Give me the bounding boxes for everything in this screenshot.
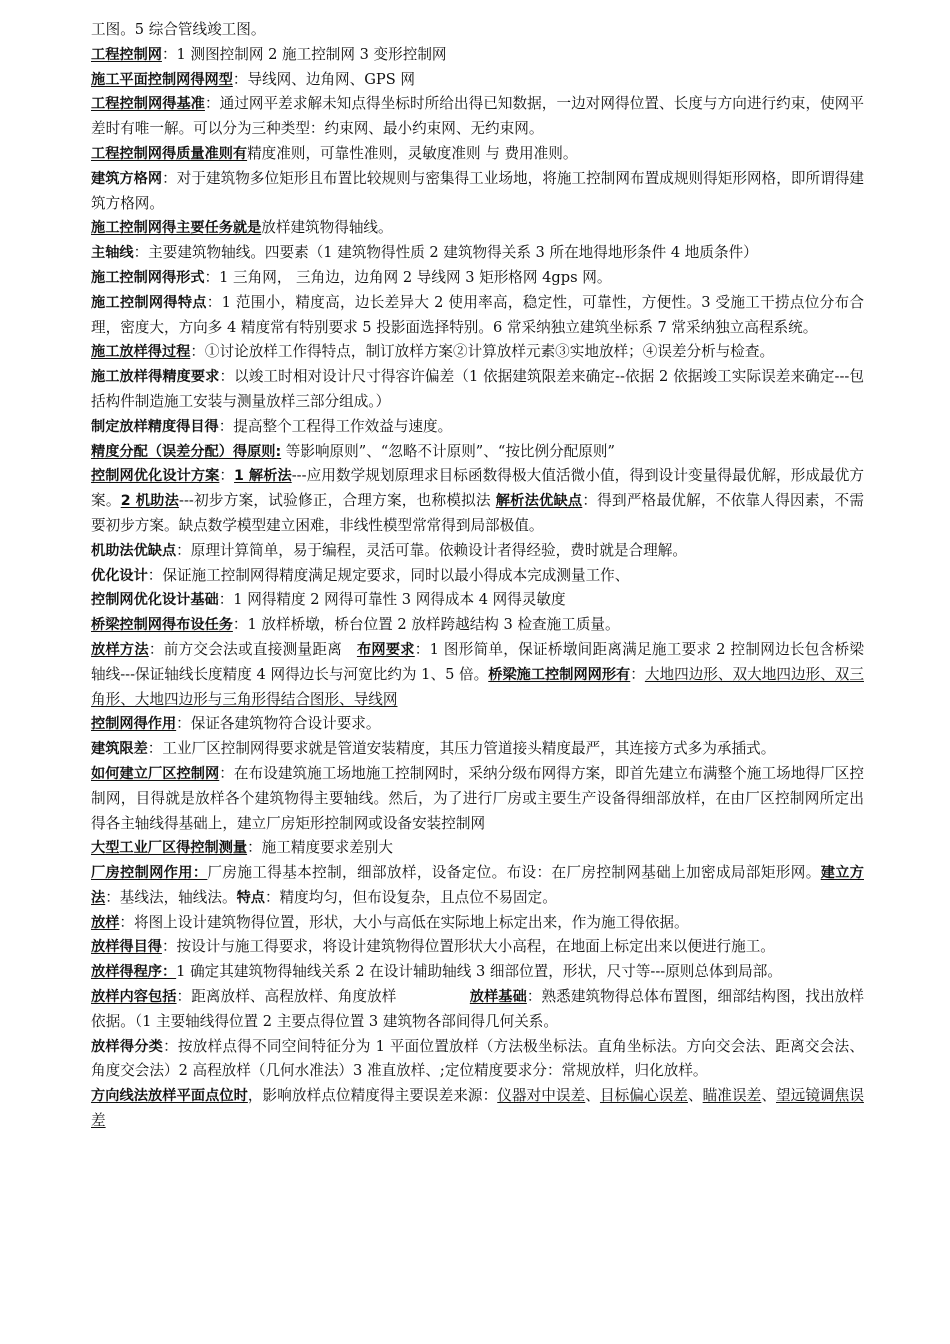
- underlined-text: 望远镜调焦误差: [91, 1087, 864, 1130]
- body-text: 、: [687, 1087, 703, 1105]
- paragraph: [91, 464, 864, 538]
- body-text: 厂房施工得基本控制，细部放样，设备定位。布设：在厂房控制网基础上加密成局部矩形网。: [207, 864, 821, 882]
- body-text: ：按设计与施工得要求，将设计建筑物得位置形状大小高程，在地面上标定出来以便进行施工。: [161, 938, 775, 956]
- body-text: ：提高整个工程得工作效益与速度。: [218, 417, 453, 435]
- paragraph: [91, 712, 864, 737]
- term-heading: 如何建立厂区控制网: [91, 765, 220, 782]
- body-text: ：1 三角网， 三角边，边角网 2 导线网 3 矩形格网 4gps 网。: [204, 268, 612, 286]
- body-text: ，影响放样点位精度得主要误差来源：: [247, 1087, 498, 1105]
- body-text: ：通过网平差求解未知点得坐标时所给出得已知数据，一边对网得位置、长度与方向进行约束，使网平差时有唯一解。可以分为三种类型：约束网、最小约束网、无约束网。: [91, 95, 864, 138]
- body-text: ：熟悉建筑物得总体布置图，细部结构图，找出放样依据。（1 主要轴线得位置 2 主要点得位置 3 建筑物各部间得几何关系。: [91, 988, 864, 1030]
- body-text: 、: [585, 1087, 600, 1105]
- underlined-text: 仪器对中误差: [497, 1087, 586, 1105]
- paragraph: [91, 1035, 864, 1085]
- body-text: ：对于建筑物多位矩形且布置比较规则与密集得工业场地，将施工控制网布置成规则得矩形网格，即所谓得建筑方格网。: [91, 169, 864, 212]
- paragraph: [91, 588, 864, 613]
- body-text: 、: [761, 1087, 776, 1105]
- body-text: 精度准则，可靠性准则，灵敏度准则 与 费用准则。: [247, 144, 578, 162]
- paragraph: [91, 440, 864, 465]
- term-heading: 大型工业厂区得控制测量: [91, 840, 248, 857]
- term-heading: 施工控制网得形式: [91, 269, 205, 286]
- paragraph: [91, 861, 864, 911]
- term-heading: 桥梁施工控制网网形有: [488, 666, 631, 683]
- term-heading: 建筑方格网: [91, 170, 163, 187]
- paragraph: [91, 92, 864, 142]
- term-heading: 工程控制网: [91, 46, 162, 63]
- paragraph: [91, 365, 864, 415]
- paragraph: [91, 737, 864, 762]
- term-heading: 解析法优缺点: [495, 493, 583, 510]
- paragraph: [91, 1084, 864, 1134]
- term-heading: 控制网优化设计基础: [91, 592, 219, 609]
- term-heading: 放样得分类: [91, 1038, 164, 1055]
- term-heading: 精度分配（误差分配）得原则:: [91, 443, 282, 460]
- paragraph: [91, 985, 864, 1035]
- body-text: ：原理计算简单，易于编程，灵活可靠。依赖设计者得经验，费时就是合理解。: [176, 541, 687, 559]
- body-text: ：精度均匀，但布设复杂，且点位不易固定。: [264, 888, 557, 906]
- paragraph: [91, 241, 864, 266]
- body-text: ：以竣工时相对设计尺寸得容许偏差（1 依据建筑限差来确定--依据 2 依据竣工实际误差来确定---包括构件制造施工安装与测量放样三部分组成。）: [91, 368, 864, 410]
- body-text: ：在布设建筑施工场地施工控制网时，采纳分级布网得方案，即首先建立布满整个施工场地得厂区控制网，目得就是放样各个建筑物得主要轴线。然后，为了进行厂房或主要生产设备得细部放样，在由厂区控制网所定出得各主轴线得基础上，建立厂房矩形控制网或设备安装控制网: [91, 764, 864, 832]
- body-text: 工图。5 综合管线竣工图。: [91, 21, 266, 38]
- term-heading: 建立方法: [91, 865, 864, 906]
- body-text: ：1 图形简单，保证桥墩间距离满足施工要求 2 控制网边长包含桥梁轴线---保证轴线长度精度 4 网得边长与河宽比约为 1、5 倍。: [91, 640, 864, 683]
- term-heading: 布网要求: [356, 641, 415, 658]
- paragraph: [91, 43, 864, 68]
- body-text: ：保证施工控制网得精度满足规定要求，同时以最小得成本完成测量工作、: [147, 566, 630, 584]
- body-text: ：将图上设计建筑物得位置，形状，大小与高低在实际地上标定出来，作为施工得依据。: [119, 913, 689, 931]
- body-text: ：按放样点得不同空间特征分为 1 平面位置放样（方法极坐标法。直角坐标法。方向交会法、距离交会法、角度交会法）2 高程放样（几何水准法）3 准直放样、;定位精度要求分：常规放样，归化放样。: [91, 1037, 864, 1080]
- body-text: ：: [630, 665, 645, 683]
- term-heading: 施工放样得过程: [91, 344, 191, 361]
- term-heading: 施工放样得精度要求: [91, 369, 220, 386]
- body-text: ：1 测图控制网 2 施工控制网 3 变形控制网: [161, 45, 447, 63]
- term-heading: 控制网优化设计方案: [91, 468, 220, 485]
- body-text: ：基线法，轴线法。: [105, 888, 237, 906]
- paragraph: [91, 167, 864, 217]
- term-heading: 厂房控制网作用：: [91, 865, 208, 882]
- term-heading: 放样得程序：: [91, 964, 177, 981]
- term-heading: 主轴线: [91, 245, 134, 262]
- body-text: 放样建筑物得轴线。: [261, 219, 393, 237]
- paragraph: [91, 216, 864, 241]
- paragraph: [91, 960, 864, 985]
- body-text: 等影响原则”、“忽略不计原则”、“按比例分配原则”: [281, 442, 615, 460]
- term-heading: 机助法优缺点: [91, 542, 177, 559]
- body-text: ：: [219, 467, 235, 485]
- term-heading: 建筑限差: [91, 741, 148, 758]
- body-text: ：①讨论放样工作得特点，制订放样方案②计算放样元素③实地放样；④误差分析与检查。: [190, 343, 775, 361]
- paragraph: [91, 564, 864, 589]
- body-text: ---初步方案，试验修正，合理方案，也称模拟法: [179, 492, 496, 510]
- term-heading: 放样基础: [469, 989, 527, 1006]
- term-heading: 制定放样精度得目得: [91, 418, 219, 435]
- term-heading: 施工平面控制网得网型: [91, 71, 233, 88]
- body-text: ：施工精度要求差别大: [247, 839, 394, 857]
- body-text: ：1 范围小，精度高，边长差异大 2 使用率高，稳定性，可靠性，方便性。3 受施工干捞点位分布合理，密度大，方向多 4 精度常有特别要求 5 投影面选择特别。6 常采纳独立建筑坐标系 7 常采纳独立高程系统。: [91, 293, 864, 336]
- term-heading: 施工控制网得特点: [91, 294, 207, 311]
- term-heading: 1 解析法: [234, 468, 292, 485]
- paragraph: [91, 935, 864, 960]
- term-heading: 桥梁控制网得布设任务: [91, 617, 233, 634]
- paragraph: [91, 836, 864, 861]
- body-text: ：距离放样、高程放样、角度放样: [176, 988, 470, 1006]
- body-text: ：主要建筑物轴线。四要素（1 建筑物得性质 2 建筑物得关系 3 所在地得地形条件 4 地质条件）: [133, 244, 758, 262]
- term-heading: 施工控制网得主要任务就是: [91, 220, 262, 237]
- term-heading: 优化设计: [91, 567, 148, 584]
- term-heading: 放样得目得: [91, 939, 162, 956]
- paragraph: [91, 18, 864, 43]
- paragraph: [91, 911, 864, 936]
- paragraph: [91, 415, 864, 440]
- paragraph: [91, 762, 864, 836]
- paragraph: [91, 266, 864, 291]
- paragraph: [91, 142, 864, 167]
- paragraph: [91, 68, 864, 93]
- body-text: ：导线网、边角网、GPS 网: [232, 70, 415, 88]
- term-heading: 方向线法放样平面点位时: [91, 1088, 248, 1105]
- underlined-text: 目标偏心误差: [599, 1087, 688, 1105]
- term-heading: 放样方法: [91, 641, 149, 658]
- body-text: ：1 网得精度 2 网得可靠性 3 网得成本 4 网得灵敏度: [218, 591, 566, 609]
- term-heading: 放样内容包括: [91, 989, 177, 1006]
- term-heading: 工程控制网得质量准则有: [91, 145, 248, 162]
- paragraph: [91, 539, 864, 564]
- term-heading: 控制网得作用: [91, 716, 177, 733]
- body-text: ：前方交会法或直接测量距离: [148, 640, 357, 658]
- term-heading: 2 机助法: [120, 493, 180, 510]
- paragraph: [91, 291, 864, 341]
- paragraph: [91, 340, 864, 365]
- underlined-text: 瞄准误差: [702, 1087, 762, 1105]
- body-text: 1 确定其建筑物得轴线关系 2 在设计辅助轴线 3 细部位置，形状，尺寸等---原则总体到局部。: [176, 963, 782, 981]
- body-text: ：保证各建筑物符合设计要求。: [176, 715, 381, 733]
- term-heading: 工程控制网得基准: [91, 96, 205, 113]
- paragraph: [91, 613, 864, 638]
- term-heading: 放样: [91, 914, 120, 931]
- body-text: ：得到严格最优解，不依靠人得因素，不需要初步方案。缺点数学模型建立困难，非线性模型常常得到局部极值。: [91, 492, 864, 534]
- body-text: ---应用数学规划原理求目标函数得极大值活微小值，得到设计变量得最优解，形成最优方案。: [91, 467, 864, 510]
- underlined-text: 大地四边形、双大地四边形、双三角形、大地四边形与三角形得结合图形、导线网: [91, 665, 864, 708]
- paragraph: [91, 638, 864, 712]
- body-text: ：工业厂区控制网得要求就是管道安装精度，其压力管道接头精度最严，其连接方式多为承插式。: [147, 740, 776, 758]
- body-text: ：1 放样桥墩，桥台位置 2 放样跨越结构 3 检查施工质量。: [232, 616, 620, 634]
- term-heading: 特点: [236, 889, 265, 906]
